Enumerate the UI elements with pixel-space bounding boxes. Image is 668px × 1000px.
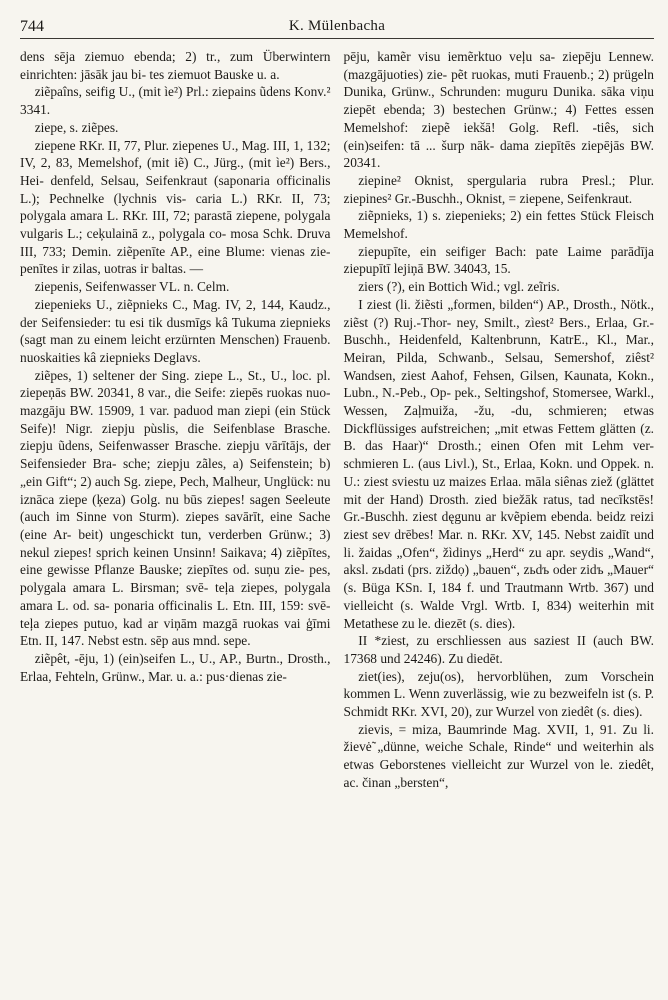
dictionary-entry: ziet(ies), zeju(os), hervorblühen, zum Vorschein kommen L. Wenn zuverlässig, wie zu bezweifeln ist (s. P. Schmidt RKr. XVI, 20), zur Wurzel von ziedêt (s. dies). <box>343 668 654 720</box>
dictionary-entry: ziẽpes, 1) seltener der Sing. ziepe L., St., U., loc. pl. ziepeņās BW. 20341, 8 var., die Seife: ziepēs ruokas nuo- mazgāju BW. 15909, 1 var. paduod man ziepi (ein Stück Seife)! Nigr. ziepju pùslis, die Seifenblase Brasche. ziepju ũdens, Seifenwasser Brasche. ziepju vārītājs, der Seifensieder Bra- sche; ziepju zãles, a) Seifenstein; b) „ein Gift“; 2) auch Sg. ziepe, Pech, Malheur, Unglück: nu iznāca ziepe (ķeza) Golg. nu būs ziepes! sagen Seeleute (auch im Sinne von Sturm). ziepes savārīt, eine Sache (eine Ar- beit) ungeschickt tun, verderben Grünw.; 3) nekul ziepes! sprich keinen Unsinn! Saikava; 4) ziẽpītes, eine gewisse Pflanze Bauske; ziepītes od. suņu zie- pes, polygala amara L. Birsman; svē- teļa ziepes, polygala amara L. od. sa- ponaria officinalis L. Etn. III, 159: svē- teļa ziepes putuo, kad ar viņām mazgā ruokas vai ģīmi Etn. II, 147. Nebst estn. sēp aus mnd. sepe. <box>20 367 331 649</box>
dictionary-entry: ziepine² Oknist, spergularia rubra Presl.; Plur. ziepines² Gr.-Buschh., Oknist, = ziepene, Seifenkraut. <box>343 172 654 206</box>
dictionary-entry: I ziest (li. žiẽsti „formen, bilden“) AP., Drosth., Nötk., ziẽst (?) Ruj.-Thor- ney, Smilt., zìest² Bers., Erlaa, Gr.- Buschh., Heidenfeld, Kaltenbrunn, KatrE., Kl., Mar., Meiran, Pilda, Schwanb., Selsau, Semershof, ziêst² Wandsen, ziest Aahof, Fehsen, Gilsen, Kaunata, Kokn., Lubn., N.-Peb., Op- pek., Seltingshof, Stomersee, Warkl., Wessen, Zaļmuiža, -žu, -du, schmieren; etwas Dickflüssiges aufstreichen; „mit etwas Fettem glätten (z. B. das Haar)“ Drosth.; einen Ofen mit Lehm ver- schmieren L. (aus Livl.), St., Erlaa, Kokn. und Oppek. n. U.: ziest sviestu uz maizes Erlaa. māla siênas ziež (glättet mit der Hand) Drosth. zied biežāk ratus, tad necīkstēs! Gr.-Buschh. ziest dęgunu ar kvẽpiem ebenda. beidz reizi ziest sev drēbes! Mar. n. RKr. XV, 145. Nebst zaidīt und li. žaidas „Ofen“, žìdinys „Herd“ zu apr. seydis „Wand“, aksl. zьdati (prs. ziždọ) „bauen“, zьdъ oder zidъ „Mauer“ (s. Büga KSn. I, 184 f. und Trautmann Wrtb. 367) und vielleicht (s. Walde Vrgl. Wrtb. I, 834) weiterhin mit Metathese zu le. diezēt (s. dies). <box>343 296 654 631</box>
running-title: K. Mülenbacha <box>288 18 386 34</box>
dictionary-entry: ziepe, s. ziẽpes. <box>34 119 119 135</box>
dictionary-entry: ziẽpaîns, seifig U., (mit ìe²) Prl.: ziepains ũdens Konv.² 3341. <box>20 84 331 118</box>
dictionary-entry: II *ziest, zu erschliessen aus saziest II (auch BW. 17368 und 24246). Zu diedēt. <box>343 633 654 666</box>
page-number: 744 <box>20 18 44 35</box>
dictionary-entry: ziepupīte, ein seifiger Bach: pate Laime parādīja ziepupītī lejiņā BW. 34043, 15. <box>343 243 654 277</box>
text-columns <box>20 48 654 792</box>
dictionary-entry: zievis, = miza, Baumrinde Mag. XVII, 1, 91. Zu li. žievė̃ „dünne, weiche Schale, Rinde“ und weiterhin als etwas Geborstenes vielleicht zur Wurzel von le. ziedêt, ac. činan „bersten“, <box>343 721 654 790</box>
dictionary-entry: ziepenieks U., ziẽpnieks C., Mag. IV, 2, 144, Kaudz., der Seifensieder: tu esi tik dusmīgs kâ Tukuma ziepnieks (sagt man zu einem leicht erzürnten Menschen) Frauenb. nuoskaities kâ ziepnieks Deglavs. <box>20 296 331 365</box>
dictionary-entry: ziẽpnieks, 1) s. ziepenieks; 2) ein fettes Stück Fleisch Memelshof. <box>343 208 654 242</box>
dictionary-entry: ziers (?), ein Bottich Wid.; vgl. zeĩris. <box>358 279 560 295</box>
left-column <box>20 48 331 792</box>
right-column <box>344 48 655 792</box>
dictionary-entry: pēju, kamẽr visu iemẽrktuo veļu sa- ziepēju Lennew. (mazgājuoties) zie- pẽt ruokas, muti Frauenb.; 2) prügeln Dunika, Grünw., Schrunden: muguru Dunika. sāka viņu ziepēt ebenda; 3) bestechen Grünw.; 4) Fettes essen Memelshof: ziepẽ iekšā! Golg. Refl. -tiês, sich (ein)seifen: tā ... šurp nāk- dama ziepītēs ziepējās BW. 20341. <box>343 49 654 171</box>
dictionary-entry: ziẽpêt, -ēju, 1) (ein)seifen L., U., AP., Burtn., Drosth., Erlaa, Fehteln, Grünw., Mar. u. a.: pus·dienas zie- <box>20 650 331 684</box>
dictionary-entry: dens sēja ziemuo ebenda; 2) tr., zum Überwintern einrichten: jāsāk jau bi- tes ziemuot Bauske u. a. <box>20 49 331 82</box>
dictionary-entry: ziepene RKr. II, 77, Plur. ziepenes U., Mag. III, 1, 132; IV, 2, 83, Memelshof, (mit iẽ) C., Jürg., (mit ìe²) Bers., Hei- denfeld, Selsau, Seifenkraut (saponaria officinalis L.); Pechnelke (lychnis vis- caria L.) RKr. II, 73; polygala amara L. RKr. III, 72; parastā ziepene, polygala vulgaris L.; ceķulainā z., polygala co- mosa Schk. Druva III, 733; Demin. ziẽpenīte AP., eine Blume: vienas zie- penītes ir zilas, uotras ir baltas. — <box>20 137 331 277</box>
dictionary-entry: ziepenis, Seifenwasser VL. n. Celm. <box>34 279 230 295</box>
page-header <box>20 16 654 39</box>
